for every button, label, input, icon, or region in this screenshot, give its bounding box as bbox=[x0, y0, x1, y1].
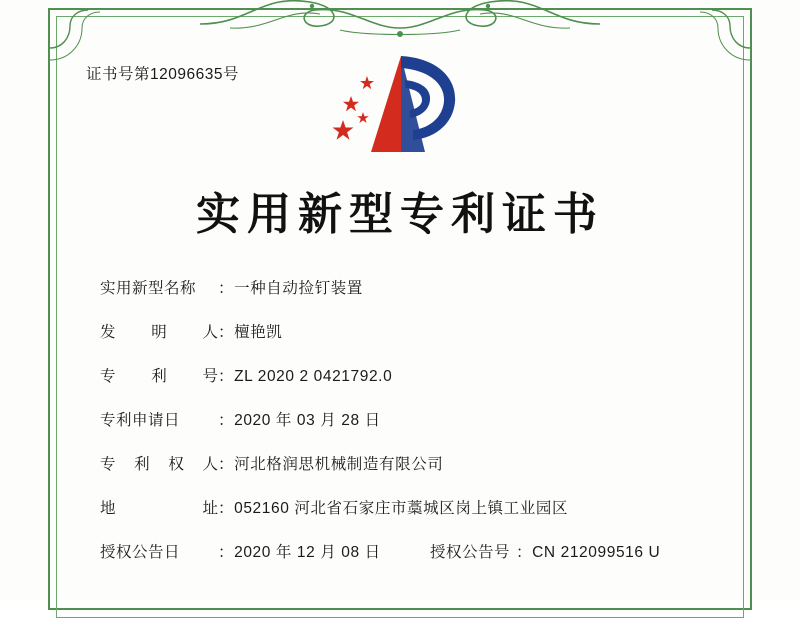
label-char: 人 bbox=[202, 324, 218, 341]
field-label-inventor bbox=[100, 320, 218, 342]
field-label-patent-number bbox=[100, 364, 218, 386]
page-title: 实用新型专利证书 bbox=[196, 189, 604, 240]
field-label-address bbox=[100, 496, 218, 518]
field-label-patentee bbox=[100, 452, 218, 474]
grant-date-text: 2020 年 12 月 08 日 bbox=[234, 544, 381, 561]
certificate-number: 证书号第12096635号 bbox=[86, 66, 239, 83]
cnipa-emblem-icon bbox=[305, 50, 495, 160]
grant-number-group bbox=[430, 540, 660, 562]
label-char: 明 bbox=[151, 324, 167, 341]
field-value-patent-number: ：ZL 2020 2 0421792.0 bbox=[218, 368, 393, 385]
qr-code-icon bbox=[636, 58, 728, 150]
field-row-invention-name bbox=[100, 276, 710, 298]
label-char: 号 bbox=[202, 368, 218, 385]
label-char: 址 bbox=[202, 500, 218, 517]
grant-date-group bbox=[100, 540, 430, 562]
field-row-application-date bbox=[100, 408, 710, 430]
field-label-grant-number: 授权公告号 bbox=[430, 544, 511, 561]
label-char: 利 bbox=[134, 456, 150, 473]
field-row-inventor bbox=[100, 320, 710, 342]
field-row-patent-number bbox=[100, 364, 710, 386]
label-char: 权 bbox=[168, 456, 184, 473]
invention-name-text: 一种自动捡钉装置 bbox=[234, 280, 363, 297]
field-value-grant-date: ：2020 年 12 月 08 日 bbox=[218, 544, 381, 561]
field-value-grant-number: ：CN 212099516 U bbox=[516, 544, 661, 561]
label-char: 发 bbox=[100, 324, 116, 341]
field-row-grant-info bbox=[100, 540, 710, 562]
inventor-text: 檀艳凯 bbox=[234, 324, 283, 341]
label-char: 地 bbox=[100, 500, 116, 517]
certificate-fields bbox=[100, 276, 710, 562]
field-value-patentee: ：河北格润思机械制造有限公司 bbox=[218, 456, 444, 473]
corner-ornament-top-left bbox=[48, 8, 110, 70]
field-value-inventor: ：檀艳凯 bbox=[218, 324, 283, 341]
application-date-text: 2020 年 03 月 28 日 bbox=[234, 412, 381, 429]
field-label-grant-date: 授权公告日 bbox=[100, 544, 181, 561]
address-text: 052160 河北省石家庄市藁城区岗上镇工业园区 bbox=[234, 500, 569, 517]
field-value-application-date: ：2020 年 03 月 28 日 bbox=[218, 412, 381, 429]
field-row-address bbox=[100, 496, 710, 518]
field-label-application-date: 专利申请日 bbox=[100, 412, 181, 429]
field-label-invention-name: 实用新型名称 bbox=[100, 280, 197, 297]
patentee-text: 河北格润思机械制造有限公司 bbox=[234, 456, 444, 473]
field-row-patentee bbox=[100, 452, 710, 474]
field-value-address: ：052160 河北省石家庄市藁城区岗上镇工业园区 bbox=[218, 500, 569, 517]
label-char: 专 bbox=[100, 456, 116, 473]
patent-number-text: ZL 2020 2 0421792.0 bbox=[234, 368, 393, 385]
label-char: 利 bbox=[151, 368, 167, 385]
label-char: 专 bbox=[100, 368, 116, 385]
grant-number-text: CN 212099516 U bbox=[532, 544, 661, 561]
label-char: 人 bbox=[202, 456, 218, 473]
ornament-top bbox=[190, 0, 610, 40]
field-value-invention-name: ：一种自动捡钉装置 bbox=[218, 280, 363, 297]
